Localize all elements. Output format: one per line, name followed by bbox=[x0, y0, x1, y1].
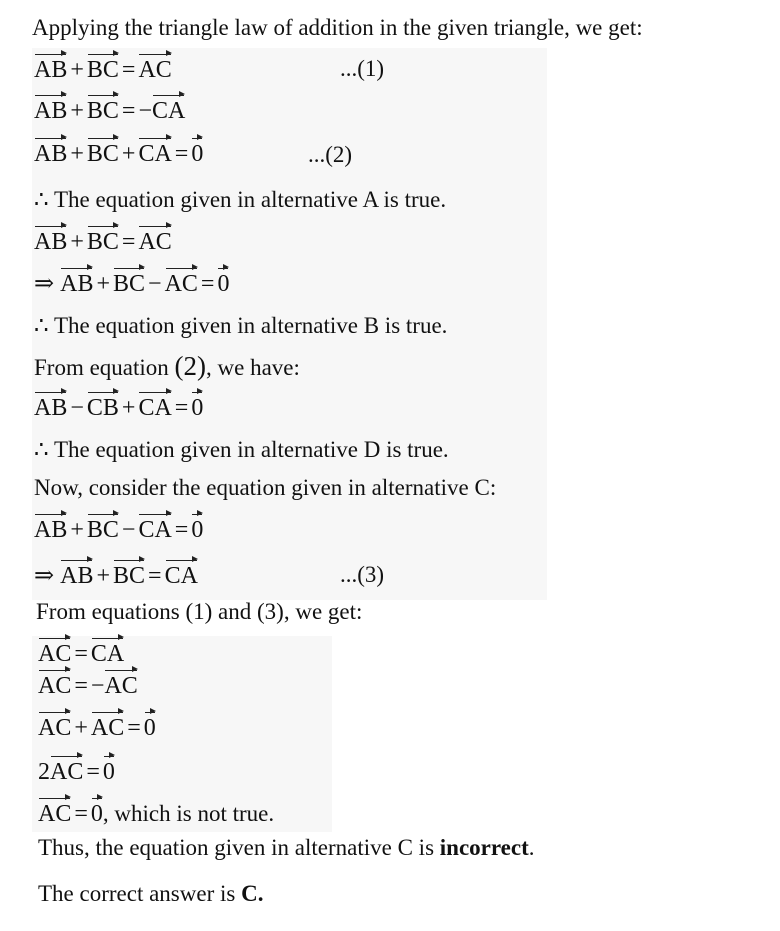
vector-ac: AC bbox=[138, 57, 172, 83]
vector-bc: BC bbox=[86, 98, 119, 124]
vector-ac: AC bbox=[164, 271, 198, 297]
consider-c: Now, consider the equation given in alternative C: bbox=[34, 475, 497, 500]
vector-ca: CA bbox=[138, 141, 172, 167]
equation-b1: AB + BC = AC bbox=[34, 229, 172, 255]
vector-ac: AC bbox=[38, 641, 72, 667]
answer-statement: The correct answer is C. bbox=[38, 881, 264, 906]
conclusion-d: ∴ The equation given in alternative D is true. bbox=[34, 437, 449, 462]
step-5: AC = 0, which is not true. bbox=[38, 801, 275, 827]
from-equation-2: From equation (2), we have: bbox=[34, 351, 300, 381]
vector-bc: BC bbox=[113, 271, 146, 297]
vector-ca: CA bbox=[138, 517, 172, 543]
equation-1: AB + BC = AC bbox=[34, 57, 172, 83]
vector-ca: CA bbox=[90, 641, 125, 667]
step-3: AC + AC = 0 bbox=[38, 715, 156, 741]
conclusion-b: ∴ The equation given in alternative B is true. bbox=[34, 313, 448, 338]
vector-ac: AC bbox=[104, 673, 138, 699]
zero-vector: 0 bbox=[191, 517, 204, 543]
zero-vector: 0 bbox=[90, 801, 103, 827]
vector-ab: AB bbox=[34, 395, 68, 421]
vector-ab: AB bbox=[34, 98, 68, 124]
zero-vector: 0 bbox=[102, 759, 115, 785]
conclusion-a: ∴ The equation given in alternative A is true. bbox=[34, 187, 447, 212]
vector-ab: AB bbox=[34, 57, 68, 83]
vector-ac: AC bbox=[38, 673, 72, 699]
implies-symbol: ⇒ bbox=[34, 563, 55, 589]
vector-bc: BC bbox=[86, 57, 119, 83]
equation-3-label: ...(3) bbox=[340, 562, 385, 587]
minus-sign: − bbox=[90, 673, 105, 699]
equation-c2: ⇒ AB + BC = CA bbox=[34, 563, 198, 589]
equation-1b: AB + BC = −CA bbox=[34, 98, 186, 124]
vector-bc: BC bbox=[86, 517, 119, 543]
zero-vector: 0 bbox=[191, 395, 204, 421]
vector-ab: AB bbox=[34, 517, 68, 543]
vector-ac: AC bbox=[50, 759, 84, 785]
vector-ac: AC bbox=[90, 715, 125, 741]
equation-d: AB − CB + CA = 0 bbox=[34, 395, 204, 421]
step-4: 2AC = 0 bbox=[38, 759, 115, 785]
vector-bc: BC bbox=[113, 563, 146, 589]
vector-ca: CA bbox=[138, 395, 172, 421]
equation-b2: ⇒ AB + BC − AC = 0 bbox=[34, 271, 230, 297]
equation-2: AB + BC + CA = 0 bbox=[34, 141, 204, 167]
equation-c1: AB + BC − CA = 0 bbox=[34, 517, 204, 543]
vector-ac: AC bbox=[38, 715, 72, 741]
equation-2-label: ...(2) bbox=[308, 142, 353, 167]
vector-ca: CA bbox=[164, 563, 198, 589]
zero-vector: 0 bbox=[191, 141, 204, 167]
vector-ac: AC bbox=[38, 801, 72, 827]
thus-statement: Thus, the equation given in alternative C is incorrect. bbox=[38, 835, 535, 860]
zero-vector: 0 bbox=[217, 271, 230, 297]
vector-bc: BC bbox=[86, 141, 119, 167]
vector-cb: CB bbox=[86, 395, 119, 421]
step-5-tail: , which is not true. bbox=[102, 801, 275, 826]
vector-ca: CA bbox=[152, 98, 186, 124]
step-2: AC = −AC bbox=[38, 673, 138, 699]
vector-ab: AB bbox=[60, 563, 94, 589]
vector-bc: BC bbox=[86, 229, 119, 255]
minus-sign: − bbox=[138, 98, 152, 124]
vector-ab: AB bbox=[34, 229, 68, 255]
implies-symbol: ⇒ bbox=[34, 271, 55, 297]
equation-1-label: ...(1) bbox=[340, 56, 385, 81]
step-1: AC = CA bbox=[38, 641, 125, 667]
coefficient: 2 bbox=[38, 759, 50, 785]
zero-vector: 0 bbox=[143, 715, 156, 741]
intro-text: Applying the triangle law of addition in the given triangle, we get: bbox=[32, 15, 643, 40]
from-equations-1-3: From equations (1) and (3), we get: bbox=[36, 599, 363, 624]
vector-ab: AB bbox=[60, 271, 94, 297]
vector-ac: AC bbox=[138, 229, 172, 255]
vector-ab: AB bbox=[34, 141, 68, 167]
